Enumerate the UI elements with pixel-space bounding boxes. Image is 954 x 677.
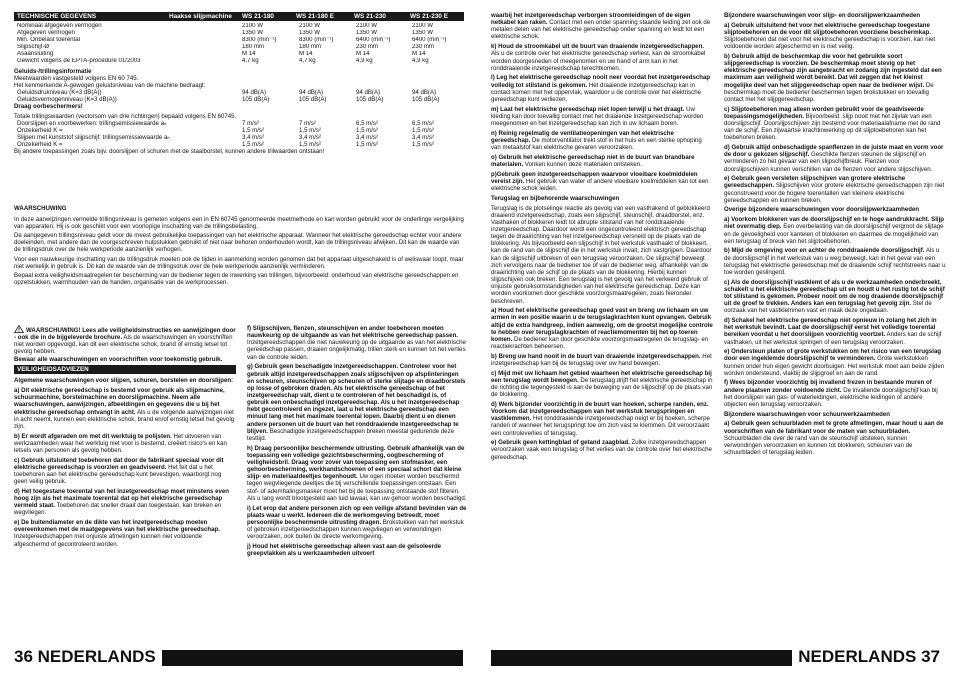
spec-label: Nominaal afgegeven vermogen	[17, 23, 102, 29]
model-1: WS 21-180	[242, 13, 274, 20]
spec-value: 4,9 kg	[412, 57, 429, 64]
paragraph-text: Zulke inzetgereedschappen veroorzaken vaak een terugslag of het verlies van de controle over het elektrische gereedschap.	[491, 439, 712, 461]
safety-paragraph	[491, 154, 713, 168]
safety-paragraph	[491, 171, 713, 192]
paragraph-heading: Bijzondere waarschuwingen voor schuurwerkzaamheden	[724, 410, 890, 418]
spec-value: 1350 W	[412, 29, 434, 36]
spec-value: M 14	[412, 50, 426, 57]
machine-type: Haakse slijpmachine	[169, 13, 232, 20]
safety-paragraph	[724, 411, 946, 418]
spec-row	[14, 23, 464, 30]
paragraph-heading: k) Houd de stroomkabel uit de buurt van draaiende inzetgereedschappen.	[491, 43, 704, 51]
technical-data-header	[14, 12, 464, 21]
spec-value: 4,9 kg	[356, 57, 373, 64]
warning-paragraph: De aangegeven trillingsniveau geldt voor de meest gebruikelijke toepassingen van het elektrische apparaat. Wanneer het elektrische gereedschap echter voor andere doeleinden, met andere dan de voorgeschreven hulpstukken gebruikt of niet naar behoren onderhouden wordt, kan de trillingsniveau afwijken. Dit kan de waarde van de trillingsdruk over de hele werkperiode aanzienlijk verhogen.	[14, 232, 462, 254]
paragraph-text: Het draaiende inzetgereedschap kan in contact komen met het oppervlak, waardoor u de controle over het elektrische gereedschap kunt verliezen.	[491, 81, 702, 103]
spec-value: 3,4 m/s²	[356, 134, 379, 142]
spec-value: 94 dB(A)	[242, 89, 267, 97]
spec-label: Slijpschijf-Ø	[17, 43, 50, 50]
spec-value: 6400 (min⁻¹)	[356, 36, 391, 43]
page-number: 37	[921, 647, 940, 666]
spec-value: 1350 W	[356, 29, 378, 36]
spec-label: Gewicht volgens de EPTA-procedure 01/2003	[17, 57, 141, 64]
spec-value: 4,7 kg	[242, 57, 259, 64]
paragraph-heading: o) Gebruik het elektrische gereedschap niet in de buurt van brandbare materialen.	[491, 153, 695, 168]
spec-value: 1,5 m/s²	[242, 127, 265, 135]
safety-paragraph	[14, 387, 236, 430]
ear-protection-note: Draag oorbeschermers!	[14, 103, 83, 111]
safety-paragraph	[724, 348, 946, 377]
spec-value: 230 mm	[412, 43, 435, 50]
spec-row	[14, 37, 464, 44]
page-37	[477, 0, 954, 677]
paragraph-text: Stel de oorzaak van het vastklemmen vast en maak deze ongedaan.	[724, 300, 932, 315]
safety-paragraph	[724, 379, 946, 408]
vibration-intro: Totale trillingswaarden (vectorsom van drie richtingen) bepaald volgens EN 60745.	[14, 113, 237, 121]
safety-paragraph	[724, 144, 946, 173]
warning-box-text: Als de waarschuwingen en voorschriften niet worden opgevolgd, kan dit een elektrische schok, brand of ernstig letsel tot gevolg hebben.	[14, 334, 233, 356]
warning-section	[14, 205, 464, 288]
paragraph-heading: a) Gebruik geen schuurbladen met te grote afmetingen, maar houd u aan de voorschriften van de fabrikant voor de maten van schuurbladen.	[724, 420, 944, 435]
safety-paragraph	[491, 43, 713, 72]
paragraph-heading: d) Gebruik altijd onbeschadigde spanflenzen in de juiste maat en vorm voor de door u gekozen slijpschijf.	[724, 144, 944, 159]
paragraph-heading: a) Gebruik uitsluitend het voor het elektrische gereedschap toegestane slijptoebehoren en de voor dit slijptoebehoren voorziene beschermkap.	[724, 21, 931, 36]
safety-section-bar: VEILIGHEIDSADVIEZEN	[14, 365, 236, 374]
safety-paragraph	[724, 12, 946, 19]
safety-paragraph	[247, 445, 467, 502]
paragraph-heading: e) De buitendiameter en de dikte van het inzetgereedschap moeten overeenkomen met de maatgegevens van het elektrische gereedschap.	[14, 519, 220, 534]
safety-paragraph	[491, 74, 713, 103]
spec-value: 7 m/s²	[299, 120, 316, 128]
safety-paragraph	[14, 377, 236, 384]
paragraph-heading: a) Houd het elektrische gereedschap goed vast en breng uw lichaam en uw armen in een positie waarin u de terugslagkrachten kunt opvangen. Gebruik altijd de extra handgreep, indien aanwezig, om de grootst mogelijke controle te hebben over terugslagkrachten of reactiemomenten bij het op toeren komen.	[491, 307, 713, 343]
paragraph-heading: b) Gebruik altijd de beschermkap die voor het gebruikte soort slijpgereedschap is voorzien. De beschermkap moet stevig op het elektrische gereedschap zijn aangebracht en zodanig zijn ingesteld dat een maximum aan veiligheid wordt bereikt. Dat wil zeggen dat het kleinst mogelijke deel van het slijpgereedschap open naar de bediener wijst.	[724, 52, 942, 89]
spec-label: Min. Onbelast toerental	[17, 36, 81, 43]
paragraph-text: De motorventilator trekt stof in het huis en een sterke ophoping van metaalstof kan elektrische gevaren veroorzaken.	[491, 136, 702, 152]
paragraph-text: Als u de doorslijpschijf in het werkstuk van u weg beweegt, kan in het geval van een terugslag het elektrische gereedschap met de draaiende schijf rechtstreeks naar u toe worden geslingerd.	[724, 247, 946, 276]
paragraph-text: Het ronddraaiende inzetgereedschap neigt er bij hoeken, scherpe randen of wanneer het terugspringt toe om zich vast te klemmen. Dit veroorzaakt een controleverlies of terugslag.	[491, 415, 710, 437]
spec-row	[14, 44, 464, 51]
paragraph-heading: p)Gebruik geen inzetgereedschappen waarvoor vloeibare koelmiddelen vereist zijn.	[491, 170, 698, 185]
paragraph-text: Uw ogen moeten worden beschermd tegen wegvliegende deeltjes die bij verschillende toepassingen ontstaan. Een stof- of ademhalingsmasker moet het bij de toepassing ontstaande stof filteren. Als u lang wordt blootgesteld aan luid lawaai, kan uw gehoor worden beschadigd.	[247, 473, 467, 502]
spec-value: 1,5 m/s²	[412, 141, 435, 149]
model-2: WS 21-180 E	[296, 13, 335, 20]
safety-paragraph	[724, 216, 946, 245]
paragraph-text: De bediener kan door geschikte voorzorgsmaatregelen de terugslag- en reactiekrachten beheersen.	[491, 335, 709, 351]
spec-value: 1,5 m/s²	[299, 127, 322, 135]
paragraph-text: Het feit dat u het toebehoren aan het elektrische gereedschap kunt bevestigen, waarborgt nog geen veilig gebruik.	[14, 463, 222, 486]
safety-paragraph	[491, 106, 713, 127]
paragraph-heading: a) Dit elektrische gereedschap is bestemd voor gebruik als slijpmachine, schuurmachine, borstelmachine en doorslijpmachine. Neem alle waarschuwingen, aanwijzingen, afbeeldingen en gegevens die u bij het elektrische gereedschap ontvangt in acht.	[14, 387, 225, 416]
paragraph-text: De terugslag drijft het elektrische gereedschap in de richting die tegengesteld is aan de beweging van de slijpschijf op de plaats van de blokkering.	[491, 376, 713, 399]
vibration-rows	[14, 120, 464, 148]
spec-row	[14, 96, 464, 103]
page-number: 36	[14, 647, 33, 666]
paragraph-text: Slijptoebehoren dat niet voor het elektrische gereedschap is voorzien, kan niet voldoende worden afgeschermd en is niet veilig.	[724, 36, 936, 51]
paragraph-heading: g) Gebruik geen beschadigde inzetgereedschappen. Controleer voor het gebruik altijd inzetgereedschappen zoals slijpschijven op afsplinteringen en scheuren, steunschijven op scheuren of sterke slijtage en draadborstels op losse of gebroken draden. Als het elektrische gereedschap of het inzetgereedschap valt, dient u te controleren of het beschadigd is, of gebruik een onbeschadigd inzetgereedschap. Als u het inzetgereedschap hebt gecontroleerd en ingezet, laat u het elektrische gereedschap een minuut lang met het maximale toerental lopen. Daarbij dient u en dienen andere personen uit de buurt van het ronddraaiende inzetgereedschap te blijven.	[247, 363, 466, 435]
paragraph-text: Inzetgereedschappen met onjuiste afmetingen kunnen niet voldoende afgeschermd of gecontroleerd worden.	[14, 533, 203, 548]
spec-value: 105 dB(A)	[356, 96, 384, 104]
spec-value: M 14	[242, 50, 256, 57]
warning-triangle-icon	[14, 325, 24, 333]
safety-paragraph	[491, 353, 713, 367]
spec-row	[14, 127, 464, 134]
paragraph-heading: l) Leg het elektrische gereedschap nooit neer voordat het inzetgereedschap volledig tot stilstand is gekomen.	[491, 74, 711, 89]
paragraph-text: Brokstukken van het werkstuk of gebroken inzetgereedschappen kunnen wegvliegen en verwondingen veroorzaken, ook buiten de directe werkomgeving.	[247, 518, 464, 541]
spec-label: Onzekerheid K =	[17, 127, 63, 135]
safety-paragraph	[491, 130, 713, 151]
spec-value: 7 m/s²	[242, 120, 259, 128]
spec-row	[14, 141, 464, 148]
spec-value: 230 mm	[356, 43, 379, 50]
paragraph-heading: c) Gebruik uitsluitend toebehoren dat door de fabrikant speciaal voor dit elektrische gereedschap is voorzien en geadviseerd.	[14, 456, 224, 471]
paragraph-heading: c) Als de doorslijpschijf vastklemt of als u de werkzaamheden onderbreekt, schakelt u het elektrische gereedschap uit en houdt u het rustig tot de schijf tot stilstand is gekomen. Probeer nooit om de nog draaiende doorslijpschijf uit de groef te trekken. Anders kan een terugslag het gevolg zijn.	[724, 278, 945, 308]
spec-value: 105 dB(A)	[412, 96, 440, 104]
noise-line: Meetwaarden vastgesteld volgens EN 60 745.	[14, 75, 139, 83]
paragraph-text: Slijpschijven voor grotere elektrische gereedschappen zijn niet geconstrueerd voor de hogere toerentallen van kleinere elektrische gereedschappen en kunnen breken.	[724, 182, 945, 204]
paragraph-text: Toebehoren dat sneller draait dan toegestaan, kan breken en wegvliegen.	[14, 502, 222, 517]
safety-paragraph	[247, 325, 467, 361]
spec-label: Slijpen met kunststof slijpschijf: trillingsemissiewaarde aₕ	[17, 134, 170, 142]
safety-paragraph	[247, 363, 467, 442]
spec-value: 1,5 m/s²	[299, 141, 322, 149]
safety-paragraph	[491, 401, 713, 437]
paragraph-heading: Algemene waarschuwingen voor slijpen, schuren, borstelen en doorslijpen:	[14, 377, 234, 385]
paragraph-heading: Overige bijzondere waarschuwingen voor doorslijpwerkzaamheden	[724, 206, 920, 214]
spec-value: 8300 (min⁻¹)	[242, 36, 277, 43]
spec-label: Onzekerheid K =	[17, 141, 63, 149]
footer-right	[792, 646, 940, 668]
paragraph-text: Als u de volgende aanwijzingen niet in acht neemt, kunnen een elektrische schok, brand en/of ernstig letsel het gevolg zijn.	[14, 408, 235, 430]
paragraph-heading: b) Mijd de omgeving voor en achter de ronddraaiende doorslijpschijf.	[724, 247, 925, 255]
spec-value: M 14	[299, 50, 313, 57]
spec-value: 2100 W	[412, 23, 434, 29]
warning-paragraph: Bepaal extra veiligheidsmaatregelen ter bescherming van de bediener tegen de inwerking van trillingen, bijvoorbeeld: onderhoud van elektrische gereedschappen en opzetstukken, warmhouden van de handen, organisatie van de werkprocessen.	[14, 271, 459, 286]
warning-box-bold: WAARSCHUWING! Lees alle veiligheidsinstructies en aanwijzingen door - ook die in de bijgeleverde brochure.	[14, 327, 236, 342]
spec-value: 105 dB(A)	[242, 96, 270, 104]
paragraph-heading: e) Ondersteun platen of grote werkstukken om het risico van een terugslag door een ingeklemde doorslijpschijf te verminderen.	[724, 348, 942, 363]
paragraph-text: Bijvoorbeeld: slijp nooit met het zijvlak van een doorslijpschijf. Doorslijpschijven zijn bestemd voor materiaalafname met de rand van de schijf. Een zijwaartse krachtinwerking op dit slijptoebehoren kan het toebehoren breken.	[724, 112, 941, 142]
vibration-note: Bij andere toepassingen zoals bijv. doorslijpen of schuren met de staalborstel, kunnen andere trilwaarden ontstaan!	[14, 148, 325, 156]
paragraph-heading: d) Het toegestane toerental van het inzetgereedschap moet minstens even hoog zijn als het maximale toerental dat op het elektrische gereedschap vermeld staat.	[14, 487, 230, 510]
model-4: WS 21-230 E	[410, 13, 449, 20]
paragraph-heading: e) Gebruik geen versleten slijpschijven van grotere elektrische gereedschappen.	[724, 175, 906, 190]
paragraph-text: De beschermkap moet de bediener beschermen tegen brokstukken en toevallig contact met het slijpgereedschap.	[724, 81, 934, 103]
paragraph-text: Als u de controle over het elektrische gereedschap verliest, kan de stroomkabel worden doorgesneden of meegenomen en uw hand of arm kan in het ronddraaiende inzetgereedschap terechtkomen.	[491, 50, 706, 72]
paragraph-heading: i) Let erop dat andere personen zich op een veilige afstand bevinden van de plaats waar u werkt. Iedereen die de werkomgeving betreedt, moet persoonlijke beschermende uitrusting dragen.	[247, 504, 467, 526]
spec-value: 4,7 kg	[299, 57, 316, 64]
safety-paragraph	[724, 420, 946, 456]
paragraph-text: Een overbelasting van de doorslijpschijf vergroot de slijtage en de gevoeligheid voor kantelen of blokkeren en daarmee de mogelijkheid van een terugslag of breuk van het slijptoebehoren.	[724, 223, 944, 245]
spec-value: 2100 W	[356, 23, 378, 29]
safety-paragraph	[14, 433, 236, 454]
spec-value: 1,5 m/s²	[356, 127, 379, 135]
warning-paragraph: In deze aanwijzingen vermelde trillingsniveau is gemeten volgens een in EN 60745 genormeerde meetmethode en kan worden gebruikt voor de onderlinge vergelijking van apparaten. Hij is ook geschikt voor een voorlopige inschatting van de trillingsbelasting.	[14, 216, 464, 231]
page-language: NEDERLANDS	[798, 647, 917, 666]
spec-table	[14, 23, 464, 65]
paragraph-text: Grote werkstukken kunnen onder hun eigen gewicht doorbuigen. Het werkstuk moet aan beide zijden worden ondersteund, vlakbij de slijpgroef en aan de rand.	[724, 355, 945, 377]
safety-paragraphs	[14, 377, 236, 547]
spec-value: 8300 (min⁻¹)	[299, 36, 334, 43]
paragraph-heading: c) Slijptoebehoren mag alleen worden gebruikt voor de geadviseerde toepassingsmogelijkheden.	[724, 105, 924, 120]
spec-value: 2100 W	[299, 23, 321, 29]
paragraph-text: Terugslag is de plotselinge reactie als gevolg van een vasthakend of geblokkeerd draaiend inzetgereedschap, zoals een slijpschijf, steunschijf, draadborstel, enz. Vasthaken of blokkeren leidt tot abrupte stilstand van het ronddraaiende inzetgereedschap. Daardoor wordt een ongecontroleerd elektrisch gereedschap tegen de draairichting van het inzetgereedschap versneld op de plaats van de blokkering. Als bijvoorbeeld een slijpschijf in het werkstuk vasthaakt of blokkeert, kan de rand van de slijpschijf die in het werkstuk invalt, zich vastgrijpen. Daardoor kan de slijpschijf uitbreken of een terugslag veroorzaken. De slijpschijf beweegt zich vervolgens naar de bediener toe of van de bediener weg, afhankelijk van de draairichting van de schijf op de plaats van de blokkering. Hierbij kunnen slijpschijven ook breken. Een terugslag is het gevolg van het verkeerd gebruik of onjuiste gebruiksomstandigheden van het elektrische gereedschap. Deze kan worden voorkomen door geschikte voorzorgsmaatregelen, zoals hieronder beschreven.	[491, 204, 712, 305]
spec-value: 94 dB(A)	[412, 89, 437, 97]
spec-label: Geluidsdrukniveau (K=3 dB(A))	[17, 89, 102, 97]
paragraph-text: Beschadigde inzetgereedschappen breken meestal gedurende deze testtijd.	[247, 427, 455, 442]
spec-value: 6,5 m/s²	[412, 120, 435, 128]
footer-left	[14, 646, 162, 668]
safety-paragraph	[724, 53, 946, 103]
safety-paragraph	[724, 175, 946, 204]
paragraph-heading: a) Voorkom blokkeren van de doorslijpschijf en te hoge aandrukkracht. Slijp niet overmatig diep.	[724, 216, 944, 231]
spec-row	[14, 89, 464, 96]
safety-paragraph	[491, 370, 713, 399]
safety-paragraph	[724, 206, 946, 213]
spec-value: 1,5 m/s²	[412, 127, 435, 135]
safety-paragraph	[724, 106, 946, 142]
spec-row	[14, 120, 464, 127]
left-column-1	[14, 325, 236, 550]
spec-row	[14, 58, 464, 65]
safety-paragraph	[724, 317, 946, 346]
safety-paragraph	[491, 307, 713, 350]
paragraph-heading: n) Reinig regelmatig de ventilatieopeningen van het elektrische gereedschap.	[491, 129, 674, 144]
paragraph-text: Contact met een onder spanning staande leiding zet ook de metalen delen van het elektrische gereedschap onder spanning en leidt tot een elektrische schok.	[491, 19, 711, 41]
paragraph-heading: f) Wees bijzonder voorzichtig bij invallend frezen in bestaande muren of andere plaatsen zonder voldoende zicht.	[724, 379, 932, 394]
safety-paragraph	[247, 505, 467, 541]
safety-paragraph	[14, 519, 236, 548]
safety-paragraph	[724, 279, 946, 315]
warning-title: WAARSCHUWING	[14, 205, 67, 212]
safety-paragraph	[724, 247, 946, 276]
paragraph-text: Uw kleding kan door toevallig contact met het draaiende inzetgereedschap worden meegenomen en het inzetgereedschap kan zich in uw lichaam boren.	[491, 105, 704, 127]
paragraph-text: Het gebruik van water of andere vloeibare koelmiddelen kan tot een elektrische schok leiden.	[491, 177, 709, 192]
paragraph-heading: m) Laat het elektrische gereedschap niet lopen terwijl u het draagt.	[491, 105, 685, 113]
paragraph-heading: b) Breng uw hand nooit in de buurt van draaiende inzetgereedschappen.	[491, 352, 701, 360]
noise-title: Geluids-/trillingsinformatie	[14, 68, 92, 75]
paragraph-text: Het uitvoeren van werkzaamheden waar het werktuig niet voor is bestemd, creëert risico's en kan letsels van personen als gevolg hebben.	[14, 432, 227, 454]
spec-value: 3,4 m/s²	[242, 134, 265, 142]
spec-value: 1,5 m/s²	[356, 141, 379, 149]
spec-value: 1,5 m/s²	[242, 141, 265, 149]
spec-value: 1350 W	[299, 29, 321, 36]
safety-paragraph	[247, 543, 467, 557]
paragraph-text: Anders kan de schijf vasthaken, uit het werkstuk springen of een terugslag veroorzaken.	[724, 331, 942, 346]
safety-paragraph	[491, 12, 713, 41]
safety-paragraph	[724, 22, 946, 51]
spec-value: 180 mm	[299, 43, 322, 50]
safety-paragraph	[491, 439, 713, 460]
spec-value: M 14	[356, 50, 370, 57]
spec-value: 3,4 m/s²	[412, 134, 435, 142]
right-column-1	[491, 12, 713, 463]
spec-value: 6,5 m/s²	[356, 120, 379, 128]
left-column-2	[247, 325, 467, 560]
paragraph-heading: waarbij het inzetgereedschap verborgen stroomleidingen of de eigen netkabel kan raken.	[491, 12, 691, 27]
technical-data-title: TECHNISCHE GEGEVENS	[17, 13, 97, 20]
spec-row	[14, 134, 464, 141]
noise-rows	[14, 89, 464, 103]
spec-label: Doorslijpen en voorbewerken: trillingsemissiewaarde aₕ	[17, 120, 167, 128]
paragraph-heading: d) Werk bijzonder voorzichtig in de buurt van hoeken, scherpe randen, enz. Voorkom dat inzetgereedschappen van het werkstuk terugspringen en vastklemmen.	[491, 400, 709, 423]
paragraph-text: Schuurbladen die over de rand van de steunschijf uitsteken, kunnen verwondingen veroorzaken en kunnen tot blokkeren, scheuren van de schuurbladen of terugslag leiden.	[724, 434, 913, 457]
paragraph-heading: j) Houd het elektrische gereedschap alleen vast aan de geïsoleerde greepvlakken als u werkzaamheden uitvoert	[247, 542, 442, 558]
spec-row	[14, 30, 464, 37]
warning-paragraph: Voor een nauwkeurige inschatting van de trillingsdruk moeten ook de tijden in aanmerking worden genomen dat het apparaat uitgeschakeld is of weliswaar loopt, maar niet werkelijk in gebruik is. Dit kan de waarde van de trillingsdruk over de hele werkperiode aanzienlijk verminderen.	[14, 255, 464, 270]
paragraph-text: Inzetgereedschappen die niet nauwkeurig op de uitgaande as van het elektrische gereedschap passen, draaien ongelijkmatig, trillen sterk en kunnen tot het verlies van de controle leiden.	[247, 339, 466, 361]
paragraph-text: Vonken kunnen deze materialen ontsteken.	[524, 160, 642, 168]
paragraph-text: Geschikte flenzen steunen de slijpschijf en verminderen zo het gevaar van een slijpschijfbreuk. Flenzen voor doorslijpschijven kunnen verschillen van de flenzen voor andere slijpschijven.	[724, 151, 933, 173]
spec-label: Asaansluiting	[17, 50, 54, 57]
paragraph-heading: c) Mijd met uw lichaam het gebied waarheen het elektrische gereedschap bij een terugslag wordt bewogen.	[491, 369, 712, 384]
right-column-2	[724, 12, 946, 459]
paragraph-heading: h) Draag persoonlijke beschermende uitrusting. Gebruik afhankelijk van de toepassing een volledige gezichtsbescherming, oogbescherming of veiligheidsbril. Draag voor zover van toepassing een stofmasker, een gehoorbescherming, werkhandschoenen of een speciaal schort dat kleine slijp- en materiaaldeeltjes tegenhoudt.	[247, 444, 465, 481]
warning-box-keep: Bewaar alle waarschuwingen en voorschriften voor toekomstig gebruik.	[14, 355, 223, 363]
page-language: NEDERLANDS	[37, 647, 156, 666]
spec-label: Afgegeven vermogen	[17, 29, 75, 36]
paragraph-heading: f) Slijpschijven, flenzen, steunschijven en ander toebehoren moeten nauwkeurig op de uitgaande as van het elektrische gereedschap passen.	[247, 325, 458, 340]
spec-value: 3,4 m/s²	[299, 134, 322, 142]
safety-paragraph	[491, 205, 713, 305]
paragraph-heading: e) Gebruik geen kettingblad of getand zaagblad.	[491, 439, 630, 447]
paragraph-heading: Bijzondere waarschuwingen voor slijp- en doorslijpwerkzaamheden	[724, 12, 921, 19]
safety-paragraph	[491, 195, 713, 202]
paragraph-heading: b) Er wordt afgeraden om met dit werktuig te polijsten.	[14, 432, 172, 440]
spec-value: 94 dB(A)	[299, 89, 324, 97]
spec-label: Geluidsvermogenniveau (K=3 dB(A))	[17, 96, 117, 104]
spec-row	[14, 51, 464, 58]
spec-value: 6400 (min⁻¹)	[412, 36, 447, 43]
noise-line: Het kenmerkende A-gewogen geluidsniveau van de machine bedraagt:	[14, 82, 206, 90]
warning-box	[14, 325, 236, 363]
noise-info	[14, 68, 464, 155]
paragraph-heading: d) Schakel het elektrische gereedschap niet opnieuw in zolang het zich in het werkstuk bevindt. Laat de doorslijpschijf eerst het volledige toerental bereiken voordat u het doorslijpen voorzichtig voortzet.	[724, 317, 937, 339]
spec-value: 105 dB(A)	[299, 96, 327, 104]
paragraph-heading: Terugslag en bijbehorende waarschuwingen	[491, 194, 620, 202]
safety-paragraph	[14, 457, 236, 486]
spec-value: 2100 W	[242, 23, 264, 29]
spec-value: 94 dB(A)	[356, 89, 381, 97]
paragraph-text: De invallende doorslijpschijf kan bij het doorslijpen van gas- of waterleidingen, elektrische leidingen of andere objecten een terugslag veroorzaken.	[724, 386, 938, 408]
spec-value: 1350 W	[242, 29, 264, 36]
paragraph-text: Het inzetgereedschap kan bij de terugslag over uw hand bewegen.	[491, 352, 712, 367]
model-3: WS 21-230	[354, 13, 386, 20]
safety-paragraph	[14, 488, 236, 517]
spec-value: 180 mm	[242, 43, 265, 50]
